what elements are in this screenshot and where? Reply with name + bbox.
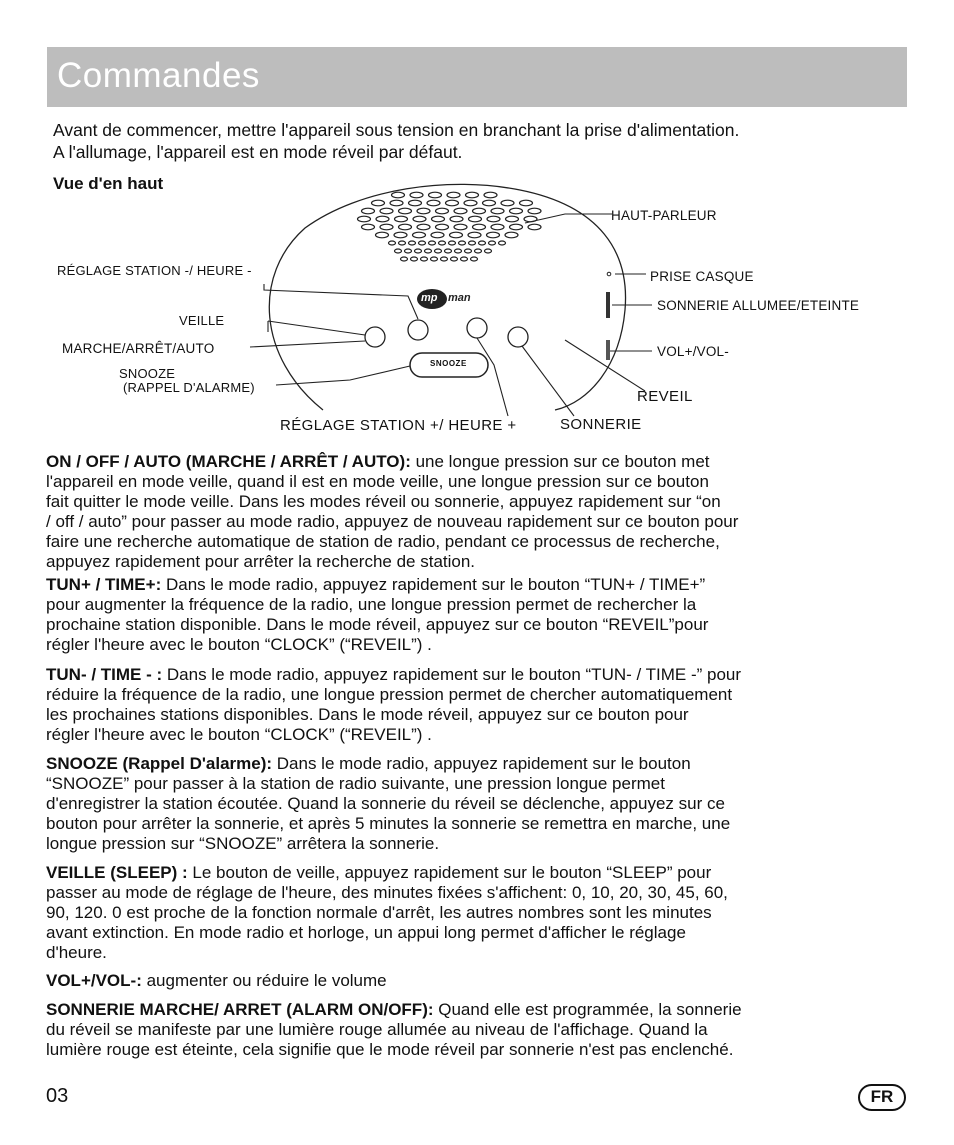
volume-wheel-drawing <box>606 340 610 360</box>
grille-hole <box>399 241 406 245</box>
callout-lines <box>250 214 652 416</box>
grille-hole <box>510 224 523 230</box>
grille-hole <box>528 224 541 230</box>
grille-hole <box>436 224 449 230</box>
grille-hole <box>469 216 482 222</box>
section-term: VEILLE (SLEEP) : <box>46 863 188 882</box>
grille-hole <box>372 200 385 206</box>
grille-hole <box>459 241 466 245</box>
intro-line-2: A l'allumage, l'appareil est en mode réveil par défaut. <box>53 142 463 162</box>
grille-hole <box>436 208 449 214</box>
grille-hole <box>469 241 476 245</box>
grille-hole <box>410 192 423 198</box>
page-title: Commandes <box>57 56 260 95</box>
label-alarm: SONNERIE <box>560 416 642 433</box>
grille-hole <box>491 208 504 214</box>
section-term: TUN+ / TIME+: <box>46 575 162 594</box>
grille-hole <box>392 192 405 198</box>
grille-hole <box>441 257 448 261</box>
grille-hole <box>417 224 430 230</box>
grille-hole <box>362 224 375 230</box>
section-sleep: VEILLE (SLEEP) : Le bouton de veille, appuyez rapidement sur le bouton “SLEEP” pour passer au mode de réglage de l'heure, des minutes fixées s'affichent: 0, 10, 20, 30, 45, 60, 90, 120. 0 est proche de la fonction normale d'arrêt, les autres nombres sont les minutes avant extinction. En mode radio et horloge, un appui long permet d'afficher le réglage d'heure. <box>46 863 728 962</box>
grille-hole <box>394 232 407 238</box>
section-term: TUN- / TIME - : <box>46 665 163 684</box>
intro-text <box>53 119 923 163</box>
grille-hole <box>450 232 463 238</box>
tune-up-button-drawing <box>467 318 487 338</box>
label-snooze: SNOOZE <box>119 366 176 381</box>
label-headphone: PRISE CASQUE <box>650 269 754 284</box>
label-tune-down: RÉGLAGE STATION -/ HEURE - <box>57 263 252 278</box>
grille-hole <box>389 241 396 245</box>
grille-hole <box>520 200 533 206</box>
grille-hole <box>415 249 422 253</box>
section-volume: VOL+/VOL-: augmenter ou réduire le volume <box>46 971 387 990</box>
label-clock: REVEIL <box>637 388 693 405</box>
grille-hole <box>485 249 492 253</box>
grille-hole <box>376 232 389 238</box>
grille-hole <box>505 232 518 238</box>
grille-hole <box>413 216 426 222</box>
grille-hole <box>413 232 426 238</box>
grille-hole <box>390 200 403 206</box>
logo-text-a: mp <box>421 292 438 304</box>
grille-hole <box>427 200 440 206</box>
grille-hole <box>455 249 462 253</box>
grille-hole <box>445 249 452 253</box>
grille-hole <box>479 241 486 245</box>
grille-hole <box>491 224 504 230</box>
grille-hole <box>499 241 506 245</box>
grille-hole <box>380 224 393 230</box>
grille-hole <box>473 208 486 214</box>
grille-hole <box>510 208 523 214</box>
grille-hole <box>417 208 430 214</box>
grille-hole <box>487 232 500 238</box>
alarm-button-drawing <box>508 327 528 347</box>
grille-hole <box>399 208 412 214</box>
speaker-grille <box>358 192 542 261</box>
top-view-title: Vue d'en haut <box>53 174 164 193</box>
grille-hole <box>429 241 436 245</box>
grille-hole <box>380 208 393 214</box>
grille-hole <box>466 192 479 198</box>
label-on-off-auto: MARCHE/ARRÊT/AUTO <box>62 341 215 356</box>
grille-hole <box>419 241 426 245</box>
alarm-switch-drawing <box>606 292 610 318</box>
grille-hole <box>429 192 442 198</box>
section-snooze: SNOOZE (Rappel D'alarme): Dans le mode radio, appuyez rapidement sur le bouton “SNOOZE” pour passer à la station de radio suivante, une pression longue permet d'enregistrer la station écoutée. Quand la sonnerie du réveil se déclenche, appuyez sur ce bouton pour arrêter la sonnerie, et après 5 minutes la sonnerie se remettra en marche, une longue pression sur “SNOOZE” arrêtera la sonnerie. <box>46 754 731 853</box>
section-tune-down: TUN- / TIME - : Dans le mode radio, appuyez rapidement sur le bouton “TUN- / TIME -” pour réduire la fréquence de la radio, une longue pression permet de chercher automatiquement les prochaines stations disponibles. Dans le mode réveil, appuyez sur ce bouton pour régler l'heure avec le bouton “CLOCK” (“REVEIL”) . <box>46 665 742 744</box>
grille-hole <box>483 200 496 206</box>
language-badge: FR <box>858 1084 906 1111</box>
grille-hole <box>471 257 478 261</box>
section-on-off-auto: ON / OFF / AUTO (MARCHE / ARRÊT / AUTO): une longue pression sur ce bouton met l'appareil en mode veille, quand il est en mode veille, une longue pression sur ce bouton fait quitter le mode veille. Dans les modes réveil ou sonnerie, appuyez rapidement sur “on / off / auto” pour passer au mode radio, appuyez de nouveau rapidement sur ce bouton pour faire une recherche automatique de station de radio, pendant ce processus de recherche, appuyez rapidement pour arrêter la recherche de station. <box>46 452 739 571</box>
grille-hole <box>487 216 500 222</box>
grille-hole <box>409 200 422 206</box>
section-term: VOL+/VOL-: <box>46 971 142 990</box>
grille-hole <box>425 249 432 253</box>
grille-hole <box>489 241 496 245</box>
label-alarm-switch: SONNERIE ALLUMEE/ETEINTE <box>657 298 860 313</box>
tune-down-button-drawing <box>408 320 428 340</box>
grille-hole <box>421 257 428 261</box>
snooze-key-text: SNOOZE <box>430 359 467 368</box>
page-number: 03 <box>46 1085 69 1107</box>
grille-hole <box>528 208 541 214</box>
grille-hole <box>506 216 519 222</box>
grille-hole <box>473 224 486 230</box>
grille-hole <box>468 232 481 238</box>
grille-hole <box>450 216 463 222</box>
section-tune-up: TUN+ / TIME+: Dans le mode radio, appuyez rapidement sur le bouton “TUN+ / TIME+” pour augmenter la fréquence de la radio, une longue pression permet de rechercher la prochaine station disponible. Dans le mode réveil, appuyez sur ce bouton “REVEIL”pour régler l'heure avec le bouton “CLOCK” (“REVEIL”) . <box>46 575 709 654</box>
grille-hole <box>464 200 477 206</box>
grille-hole <box>454 208 467 214</box>
grille-hole <box>431 232 444 238</box>
grille-hole <box>395 249 402 253</box>
headphone-jack-drawing <box>607 272 611 276</box>
sleep-button-drawing <box>365 327 385 347</box>
section-alarm-on-off: SONNERIE MARCHE/ ARRET (ALARM ON/OFF): Quand elle est programmée, la sonnerie du réveil se manifeste par une lumière rouge allumée au niveau de l'affichage. Quand la lumière rouge est éteinte, cela signifie que le mode réveil par sonnerie n'est pas enclenché. <box>46 1000 742 1059</box>
grille-hole <box>475 249 482 253</box>
logo-text-b: man <box>448 292 471 304</box>
header-bar <box>47 47 907 107</box>
section-term: ON / OFF / AUTO (MARCHE / ARRÊT / AUTO): <box>46 452 411 471</box>
grille-hole <box>395 216 408 222</box>
label-speaker: HAUT-PARLEUR <box>611 208 717 223</box>
label-sleep: VEILLE <box>179 313 225 328</box>
label-volume: VOL+/VOL- <box>657 344 729 359</box>
grille-hole <box>451 257 458 261</box>
label-tune-up: RÉGLAGE STATION +/ HEURE + <box>280 417 517 434</box>
grille-hole <box>432 216 445 222</box>
grille-hole <box>447 192 460 198</box>
grille-hole <box>399 224 412 230</box>
intro-line-1: Avant de commencer, mettre l'appareil sous tension en branchant la prise d'alimentation. <box>53 120 740 140</box>
grille-hole <box>446 200 459 206</box>
grille-hole <box>431 257 438 261</box>
label-snooze-sub: (RAPPEL D'ALARME) <box>123 380 255 395</box>
grille-hole <box>376 216 389 222</box>
grille-hole <box>465 249 472 253</box>
grille-hole <box>362 208 375 214</box>
section-term: SNOOZE (Rappel D'alarme): <box>46 754 273 773</box>
grille-hole <box>461 257 468 261</box>
grille-hole <box>358 216 371 222</box>
grille-hole <box>454 224 467 230</box>
section-term: SONNERIE MARCHE/ ARRET (ALARM ON/OFF): <box>46 1000 434 1019</box>
grille-hole <box>484 192 497 198</box>
top-view-diagram <box>0 180 954 445</box>
grille-hole <box>405 249 412 253</box>
grille-hole <box>411 257 418 261</box>
grille-hole <box>435 249 442 253</box>
grille-hole <box>439 241 446 245</box>
grille-hole <box>501 200 514 206</box>
grille-hole <box>409 241 416 245</box>
grille-hole <box>401 257 408 261</box>
grille-hole <box>449 241 456 245</box>
